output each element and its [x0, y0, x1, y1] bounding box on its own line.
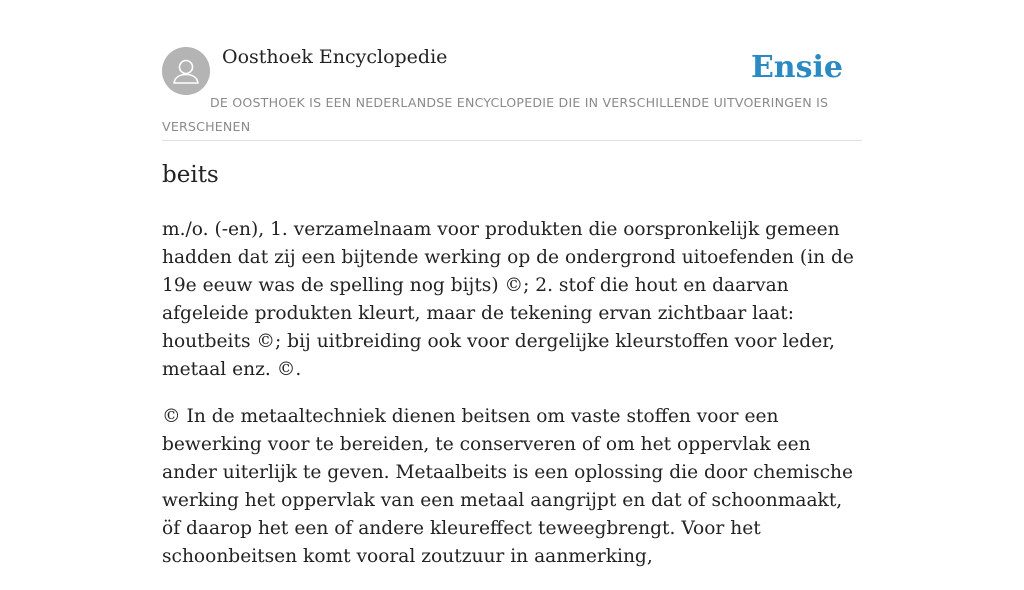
user-avatar-icon[interactable] — [162, 47, 210, 95]
entry-title: beits — [162, 162, 219, 188]
ensie-logo-link[interactable]: Ensie — [750, 50, 843, 85]
source-description: DE OOSTHOEK IS EEN NEDERLANDSE ENCYCLOPEDIE DIE IN VERSCHILLENDE UITVOERINGEN IS VERSCHENEN — [162, 95, 829, 134]
entry-paragraph-1: m./o. (-en), 1. verzamelnaam voor produkten die oorspronkelijk gemeen hadden dat zij een bijtende werking op de ondergrond uitoefenden (in de 19e eeuw was de spelling nog bijts) ©; 2. stof die hout en daarvan afgeleide produkten kleurt, maar de tekening ervan zichtbaar laat: houtbeits ©; bij uitbreiding ook voor dergelijke kleurstoffen voor leder, metaal enz. ©. — [162, 219, 854, 380]
page — [162, 0, 862, 567]
entry-body — [162, 216, 862, 590]
source-title-link[interactable]: Oosthoek Encyclopedie — [222, 46, 448, 68]
entry-paragraph-2: © In de metaaltechniek dienen beitsen om vaste stoffen voor een bewerking voor te bereiden, te conserveren of om het oppervlak een ander uiterlijk te geven. Metaalbeits is een oplossing die door chemische werking het oppervlak van een metaal aangrijpt en dat of schoonmaakt, öf daarop het een of andere kleureffect teweegbrengt. Voor het schoonbeitsen komt vooral zoutzuur in aanmerking, — [162, 406, 854, 567]
source-header — [162, 0, 862, 141]
